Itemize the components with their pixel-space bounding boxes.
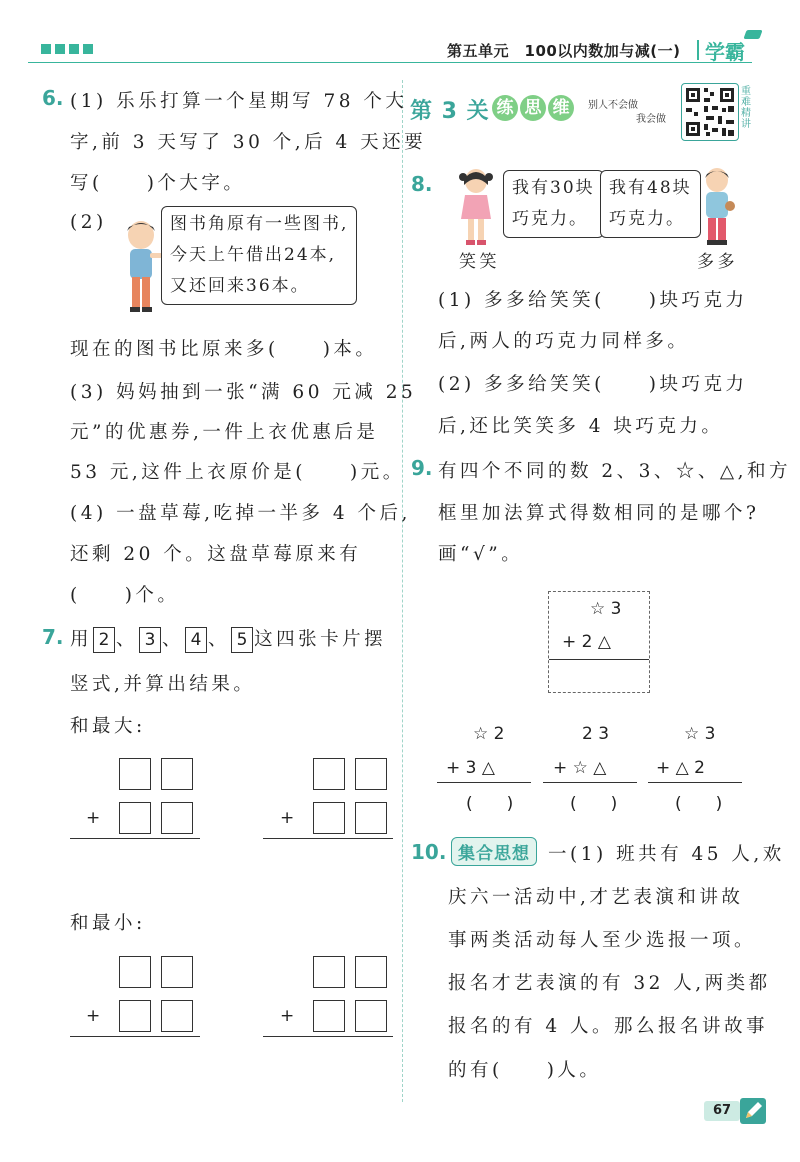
level-title: 第 3 关 (410, 99, 490, 124)
boy-illustration (697, 164, 737, 248)
header-separator (697, 40, 699, 60)
reference-top: ☆ 3 (590, 599, 622, 619)
section-pill: 维 (548, 95, 574, 121)
q8-p2-line: (2) 多多给笑笑( )块巧克力 (438, 374, 748, 395)
girl-illustration (455, 165, 497, 247)
qr-code[interactable] (681, 83, 739, 141)
q6-p2-question: 现在的图书比原来多( )本。 (70, 339, 378, 360)
option-bottom: + 3 △ (446, 758, 495, 778)
bubble-line: 今天上午借出24本, (170, 245, 337, 265)
bubble-line: 巧克力。 (609, 209, 685, 229)
q6-p3-line: (3) 妈妈抽到一张“满 60 元减 25 (70, 382, 417, 403)
page-number: 67 (704, 1101, 740, 1121)
reference-bottom: + 2 △ (562, 632, 611, 652)
sum-line (263, 838, 393, 839)
q10-line: 一(1) 班共有 45 人,欢 (548, 844, 785, 865)
header-square (55, 44, 65, 54)
card-sep: 、 (162, 629, 185, 650)
digit-box[interactable] (119, 802, 151, 834)
question-6-number: 6. (42, 86, 64, 110)
q10-line: 庆六一活动中,才艺表演和讲故 (448, 887, 744, 908)
option-top: ☆ 2 (473, 724, 505, 744)
q6-p4-line: (4) 一盘草莓,吃掉一半多 4 个后, (70, 503, 411, 524)
q7-prefix: 用 (70, 629, 93, 650)
header-square (83, 44, 93, 54)
q8-p1-line: (1) 多多给笑笑( )块巧克力 (438, 290, 748, 311)
card-sep: 、 (208, 629, 231, 650)
q6-p4-line: 还剩 20 个。这盘草莓原来有 (70, 544, 362, 565)
digit-box[interactable] (161, 1000, 193, 1032)
sum-line (70, 838, 200, 839)
bubble-line: 我有48块 (609, 178, 692, 198)
option-answer[interactable]: ( ) (466, 794, 514, 814)
option-sum-line (437, 782, 531, 783)
q6-p3-line: 53 元,这件上衣原价是( )元。 (70, 462, 405, 483)
q7-line2: 竖式,并算出结果。 (70, 674, 256, 695)
q6-p1-line: 字,前 3 天写了 30 个,后 4 天还要 (70, 132, 427, 153)
xiaoxiao-speech-bubble (503, 170, 604, 238)
plus-sign: + (86, 808, 101, 828)
column-divider (402, 80, 403, 1102)
q10-line: 的有( )人。 (448, 1060, 602, 1081)
option-answer[interactable]: ( ) (675, 794, 723, 814)
option-bottom: + △ 2 (656, 758, 705, 778)
digit-box[interactable] (355, 1000, 387, 1032)
section-note: 别人不会做 (588, 100, 638, 111)
pencil-icon (740, 1098, 766, 1124)
q6-p4-line: ( )个。 (70, 585, 180, 606)
q10-line: 报名才艺表演的有 32 人,两类都 (448, 973, 771, 994)
card-sep: 、 (116, 629, 139, 650)
number-card: 4 (185, 627, 207, 653)
q8-p1-line: 后,两人的巧克力同样多。 (438, 331, 690, 352)
plus-sign: + (280, 1006, 295, 1026)
digit-box[interactable] (161, 956, 193, 988)
qr-code-icon (682, 84, 738, 140)
option-sum-line (543, 782, 637, 783)
sum-line (263, 1036, 393, 1037)
number-card: 2 (93, 627, 115, 653)
header-square (41, 44, 51, 54)
digit-box[interactable] (313, 1000, 345, 1032)
q6-p2-label: (2) (70, 212, 107, 233)
number-card: 5 (231, 627, 253, 653)
digit-box[interactable] (119, 1000, 151, 1032)
bubble-line: 巧克力。 (512, 209, 588, 229)
question-7-number: 7. (42, 625, 64, 649)
set-thinking-tag: 集合思想 (451, 837, 537, 866)
bubble-line: 我有30块 (512, 178, 595, 198)
q6-p3-line: 元”的优惠券,一件上衣优惠后是 (70, 422, 379, 443)
section-pill: 思 (520, 95, 546, 121)
boy-illustration (117, 215, 165, 315)
header-square (69, 44, 79, 54)
digit-box[interactable] (119, 758, 151, 790)
q10-line: 事两类活动每人至少选报一项。 (448, 930, 757, 951)
sum-line (70, 1036, 200, 1037)
name-xiaoxiao: 笑笑 (459, 252, 500, 272)
plus-sign: + (86, 1006, 101, 1026)
digit-box[interactable] (313, 802, 345, 834)
option-top: 2 3 (582, 724, 610, 744)
qr-caption: 重难精讲 (741, 86, 751, 130)
section-note: 我会做 (636, 114, 666, 125)
q7-min-label: 和最小: (70, 913, 146, 934)
duoduo-speech-bubble (600, 170, 701, 238)
digit-box[interactable] (355, 802, 387, 834)
digit-box[interactable] (119, 956, 151, 988)
name-duoduo: 多多 (697, 252, 738, 272)
q9-line: 框里加法算式得数相同的是哪个? (438, 503, 760, 524)
option-answer[interactable]: ( ) (570, 794, 618, 814)
number-card: 3 (139, 627, 161, 653)
bubble-line: 图书角原有一些图书, (170, 214, 349, 234)
brand-logo: 学霸 (705, 40, 745, 64)
option-bottom: + ☆ △ (553, 758, 607, 778)
header-rule (28, 62, 752, 63)
digit-box[interactable] (313, 758, 345, 790)
bubble-line: 又还回来36本。 (170, 276, 310, 296)
section-pill: 练 (492, 95, 518, 121)
q6-p1-line: 写( )个大字。 (70, 173, 246, 194)
q10-line: 报名的有 4 人。那么报名讲故事 (448, 1016, 769, 1037)
graduation-cap-icon (743, 30, 762, 39)
reference-sum-line (549, 659, 649, 660)
q7-max-label: 和最大: (70, 716, 146, 737)
question-10-number: 10. (411, 840, 447, 864)
q9-line: 画“√”。 (438, 544, 524, 565)
digit-box[interactable] (161, 802, 193, 834)
question-9-number: 9. (411, 456, 433, 480)
q6-p1-line: (1) 乐乐打算一个星期写 78 个大 (70, 91, 408, 112)
q7-suffix: 这四张卡片摆 (254, 629, 387, 650)
digit-box[interactable] (355, 956, 387, 988)
question-8-number: 8. (411, 172, 433, 196)
option-sum-line (648, 782, 742, 783)
q9-line: 有四个不同的数 2、3、☆、△,和方 (438, 461, 792, 482)
digit-box[interactable] (355, 758, 387, 790)
q7-line1 (70, 625, 386, 653)
digit-box[interactable] (161, 758, 193, 790)
q8-p2-line: 后,还比笑笑多 4 块巧克力。 (438, 416, 724, 437)
q6-speech-bubble (161, 206, 357, 305)
option-top: ☆ 3 (684, 724, 716, 744)
digit-box[interactable] (313, 956, 345, 988)
plus-sign: + (280, 808, 295, 828)
unit-title: 第五单元 100以内数加与减(一) (447, 42, 681, 60)
